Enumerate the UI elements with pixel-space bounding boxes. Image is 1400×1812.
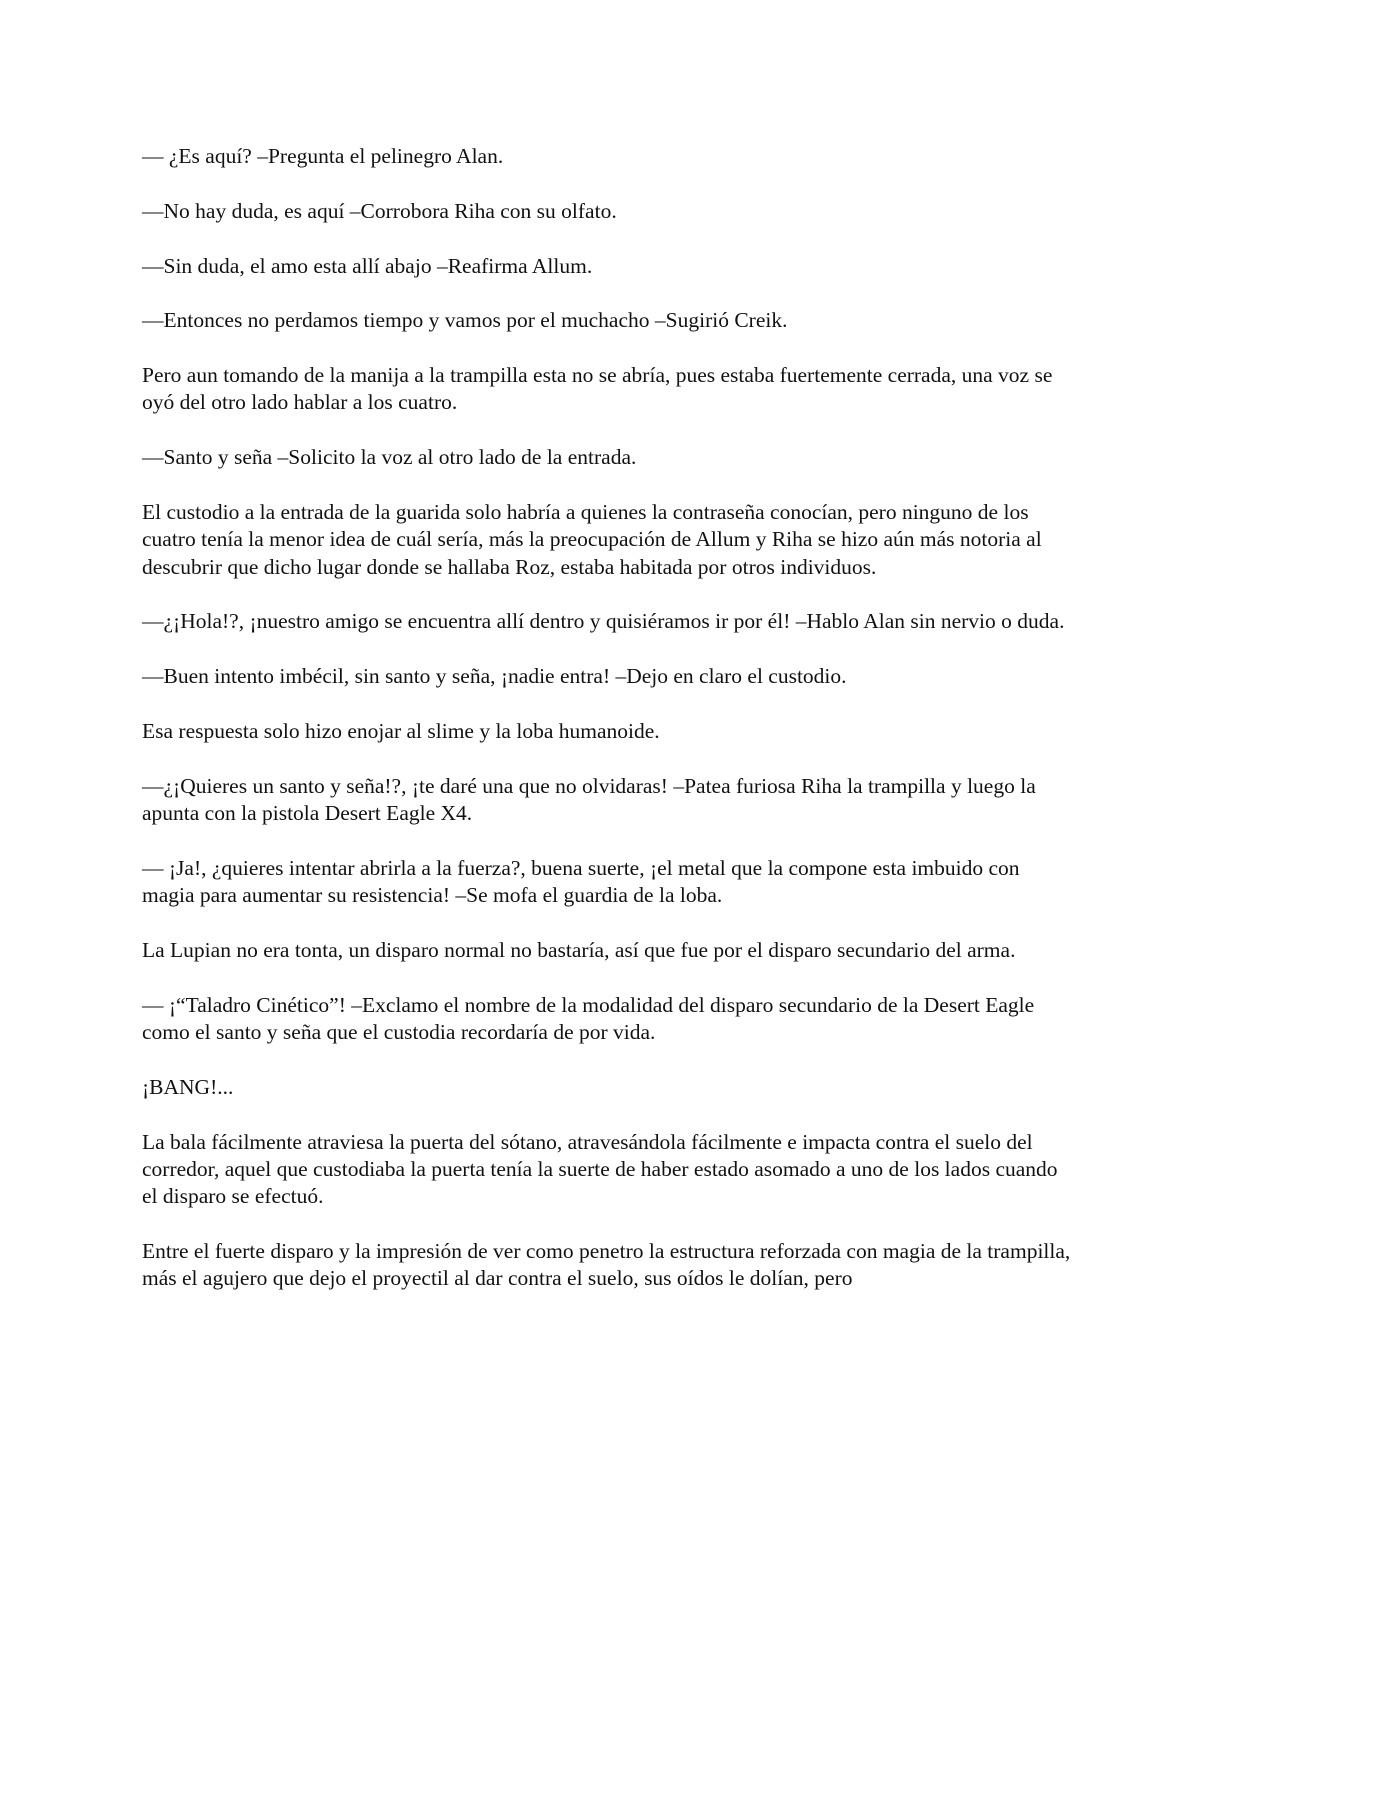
paragraph-9: —Buen intento imbécil, sin santo y seña, ¡nadie entra! –Dejo en claro el custodio. xyxy=(142,664,847,689)
paragraph-3: —Sin duda, el amo esta allí abajo –Reafirma Allum. xyxy=(142,253,593,278)
paragraph-12: — ¡Ja!, ¿quieres intentar abrirla a la fuerza?, buena suerte, ¡el metal que la compone esta imbuido con magia para aumentar su resistencia! –Se mofa el guardia de la loba. xyxy=(142,855,1020,908)
paragraph-8: —¿¡Hola!?, ¡nuestro amigo se encuentra allí dentro y quisiéramos ir por él! –Hablo Alan sin nervio o duda. xyxy=(142,609,1065,634)
paragraph-7: El custodio a la entrada de la guarida solo habría a quienes la contraseña conocían, pero ninguno de los cuatro tenía la menor idea de cuál sería, más la preocupación de Allum y Riha se hizo aún más notoria al descubrir que dicho lugar donde se hallaba Roz, estaba habitada por otros individuos. xyxy=(142,500,1042,579)
paragraph-16: La bala fácilmente atraviesa la puerta del sótano, atravesándola fácilmente e impacta contra el suelo del corredor, aquel que custodiaba la puerta tenía la suerte de haber estado asomado a uno de los lados cuando el disparo se efectuó. xyxy=(142,1129,1058,1209)
paragraph-4: —Entonces no perdamos tiempo y vamos por el muchacho –Sugirió Creik. xyxy=(142,308,788,333)
paragraph-5: Pero aun tomando de la manija a la trampilla esta no se abría, pues estaba fuertemente cerrada, una voz se oyó del otro lado hablar a los cuatro. xyxy=(142,363,1053,415)
paragraph-13: La Lupian no era tonta, un disparo normal no bastaría, así que fue por el disparo secundario del arma. xyxy=(142,938,1016,963)
paragraph-11: —¿¡Quieres un santo y seña!?, ¡te daré una que no olvidaras! –Patea furiosa Riha la trampilla y luego la apunta con la pistola Desert Eagle X4. xyxy=(142,773,1036,826)
paragraph-1: — ¿Es aquí? –Pregunta el pelinegro Alan. xyxy=(142,144,504,168)
paragraph-14: — ¡“Taladro Cinético”! –Exclamo el nombre de la modalidad del disparo secundario de la Desert Eagle como el santo y seña que el custodia recordaría de por vida. xyxy=(142,992,1035,1045)
paragraph-10: Esa respuesta solo hizo enojar al slime y la loba humanoide. xyxy=(142,719,660,744)
page-body-text xyxy=(142,143,1072,1320)
paragraph-2: —No hay duda, es aquí –Corrobora Riha con su olfato. xyxy=(142,198,617,223)
paragraph-6: —Santo y seña –Solicito la voz al otro lado de la entrada. xyxy=(142,445,637,470)
paragraph-17: Entre el fuerte disparo y la impresión de ver como penetro la estructura reforzada con magia de la trampilla, más el agujero que dejo el proyectil al dar contra el suelo, sus oídos le dolían, pero xyxy=(142,1239,1071,1291)
paragraph-15: ¡BANG!... xyxy=(142,1074,234,1099)
